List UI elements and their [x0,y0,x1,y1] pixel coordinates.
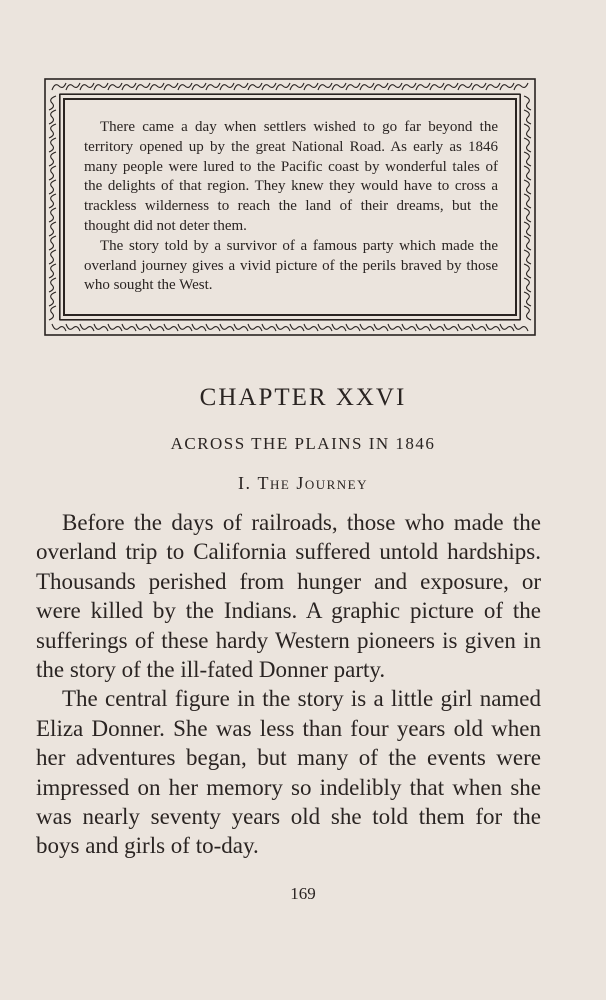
border-ornament [94,324,108,331]
border-ornament [178,324,192,331]
border-ornament [66,324,80,331]
border-ornament [80,83,94,90]
border-ornament [49,278,56,292]
border-ornament [122,324,136,331]
border-ornament [234,324,248,331]
border-ornament [49,236,56,250]
border-ornament [52,83,66,90]
body-text [36,508,541,861]
border-ornament [122,83,136,90]
border-ornament [220,83,234,90]
border-ornament [524,96,531,110]
border-ornament [514,324,528,331]
border-ornament [458,83,472,90]
border-ornament [524,278,531,292]
border-ornament [220,324,234,331]
border-ornament [94,83,108,90]
border-ornament [290,324,304,331]
border-ornament [108,83,122,90]
border-ornament [500,83,514,90]
body-paragraph: Before the days of railroads, those who made the overland trip to California suffered untold hardships. Thousands perished from hunger and exposure, or were killed by the Indians. A graphic picture of the sufferings of these hardy Western pioneers is given in the story of the ill-fated Donner party. [36,510,541,683]
border-ornament [360,324,374,331]
body-paragraph: The central figure in the story is a little girl named Eliza Donner. She was less than four years old when her adventures began, but many of the events were impressed on her memory so indelibly that when she was nearly seventy years old she told them for the boys and girls of to-day. [36,686,541,859]
border-ornament [49,264,56,278]
border-ornament [49,152,56,166]
intro-paragraph: There came a day when settlers wished to go far beyond the territory opened up by the great National Road. As early as 1846 many people were lured to the Pacific coast by wonderful tales of the delights of that region. They knew they would have to cross a trackless wilderness to reach the land of their dreams, but the thought did not deter them. [84,119,498,234]
border-ornament [49,194,56,208]
border-ornament [472,324,486,331]
border-ornament [49,96,56,110]
border-ornament [49,250,56,264]
border-ornament [276,83,290,90]
border-ornament [524,250,531,264]
border-ornament [136,83,150,90]
border-ornament [150,324,164,331]
border-ornament [234,83,248,90]
border-ornament [524,208,531,222]
border-ornament [150,83,164,90]
border-ornament [430,83,444,90]
border-ornament [472,83,486,90]
border-ornament [49,306,56,320]
border-ornament [304,83,318,90]
border-ornament [49,124,56,138]
border-ornament [524,306,531,320]
border-ornament [49,292,56,306]
border-ornament [416,83,430,90]
border-ornament [524,166,531,180]
border-ornament [524,292,531,306]
border-ornament [49,208,56,222]
border-ornament [332,324,346,331]
border-ornament [49,166,56,180]
border-ornament [374,324,388,331]
border-ornament [164,324,178,331]
border-ornament [248,83,262,90]
border-ornament [304,324,318,331]
border-ornament [318,324,332,331]
border-ornament [49,110,56,124]
border-ornament [66,83,80,90]
border-ornament [444,324,458,331]
border-ornament [192,83,206,90]
border-ornament [164,83,178,90]
intro-text [84,118,498,296]
border-ornament [444,83,458,90]
border-ornament [49,222,56,236]
border-ornament [486,83,500,90]
border-ornament [318,83,332,90]
border-ornament [80,324,94,331]
border-ornament [346,324,360,331]
border-ornament [388,324,402,331]
chapter-title: CHAPTER XXVI [199,384,407,411]
section-title-text: The Journey [257,473,368,493]
border-ornament [402,324,416,331]
border-ornament [49,138,56,152]
border-ornament [524,152,531,166]
border-ornament [374,83,388,90]
border-ornament [458,324,472,331]
border-ornament [206,83,220,90]
border-ornament [486,324,500,331]
section-number: I. [238,473,252,493]
border-ornament [524,194,531,208]
border-ornament [524,264,531,278]
border-ornament [49,180,56,194]
border-ornament [524,124,531,138]
border-ornament [500,324,514,331]
page-number: 169 [290,884,316,903]
border-ornament [524,180,531,194]
border-ornament [416,324,430,331]
border-ornament [514,83,528,90]
border-ornament [178,83,192,90]
chapter-subtitle: ACROSS THE PLAINS IN 1846 [170,434,436,453]
border-ornament [206,324,220,331]
border-ornament [262,83,276,90]
border-ornament [524,138,531,152]
border-ornament [248,324,262,331]
section-title [0,473,606,494]
border-ornament [52,324,66,331]
border-ornament [524,222,531,236]
border-ornament [108,324,122,331]
border-ornament [192,324,206,331]
border-ornament [524,110,531,124]
border-ornament [290,83,304,90]
intro-paragraph: The story told by a survivor of a famous party which made the overland journey gives a vivid picture of the perils braved by those who sought the West. [84,237,498,294]
border-ornament [360,83,374,90]
border-ornament [346,83,360,90]
border-ornament [524,236,531,250]
border-ornament [388,83,402,90]
border-ornament [276,324,290,331]
border-ornament [430,324,444,331]
border-ornament [402,83,416,90]
border-ornament [136,324,150,331]
border-ornament [332,83,346,90]
border-ornament [262,324,276,331]
